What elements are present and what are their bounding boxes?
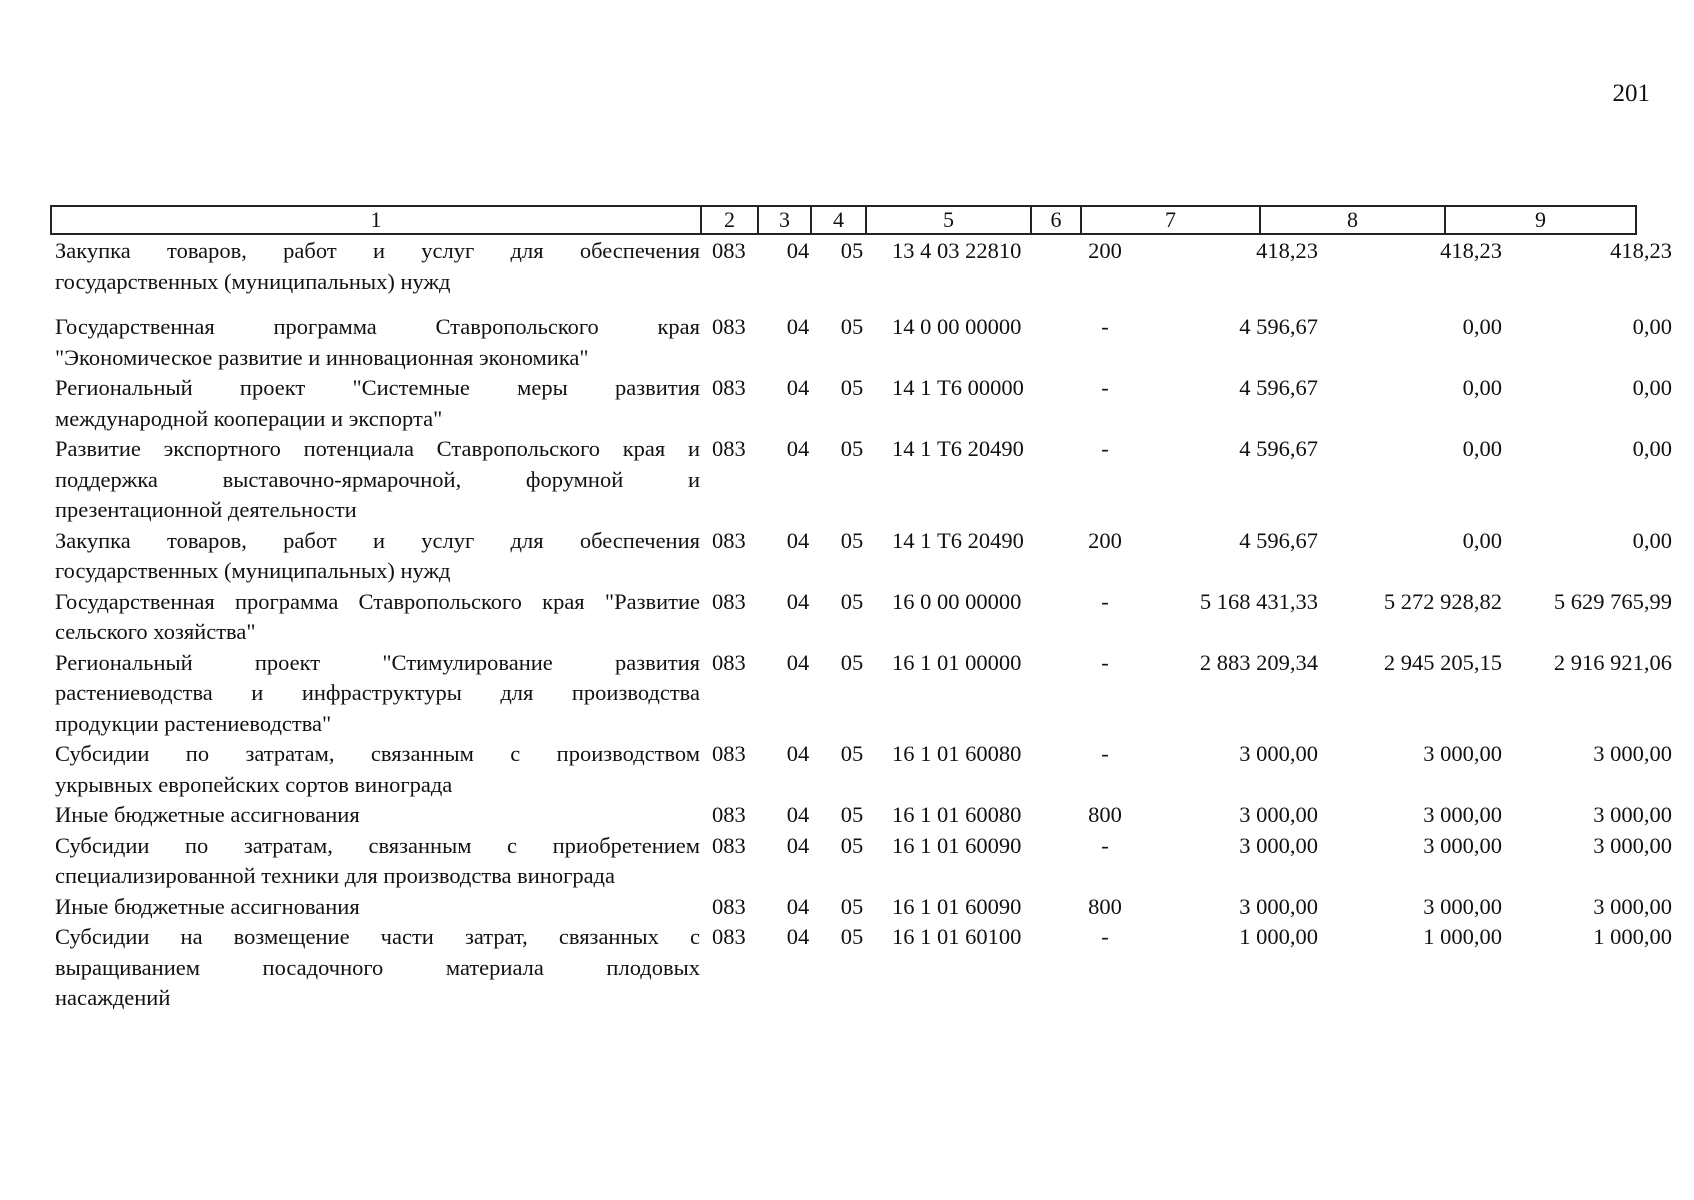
amount-year-2: 3 000,00 [1423, 832, 1502, 858]
description-line: Государственная программа Ставропольского края [55, 314, 700, 339]
target-article-code: 14 1 Т6 20490 [892, 436, 1024, 461]
table-row [50, 434, 1672, 526]
description-line: Закупка товаров, работ и услуг для обеспечения [55, 527, 700, 553]
ministry-code: 083 [712, 588, 746, 614]
target-article-code: 14 1 Т6 20490 [892, 527, 1024, 553]
expense-type-code: - [1101, 436, 1109, 461]
subsection-code: 05 [840, 741, 864, 766]
description-line: Субсидии на возмещение части затрат, связанных с [55, 924, 700, 949]
header-col-8: 8 [1260, 206, 1445, 234]
subsection-code: 05 [840, 924, 864, 949]
column-number-header [50, 205, 1637, 235]
target-article-code: 16 1 01 60090 [892, 832, 1022, 858]
amount-year-1: 5 168 431,33 [1199, 588, 1318, 614]
expense-type-code: 800 [1088, 802, 1122, 827]
budget-table-body [50, 236, 1672, 1014]
amount-year-3: 0,00 [1632, 436, 1672, 461]
amount-year-2: 0,00 [1462, 375, 1502, 400]
description-line: укрывных европейских сортов винограда [55, 771, 453, 797]
table-row [50, 892, 1672, 923]
row-description [50, 800, 700, 831]
amount-year-1: 3 000,00 [1239, 802, 1318, 827]
amount-year-1: 4 596,67 [1239, 375, 1318, 400]
section-code: 04 [786, 436, 810, 461]
amount-year-2: 0,00 [1462, 527, 1502, 553]
ministry-code: 083 [712, 314, 746, 339]
expense-type-code: 200 [1088, 527, 1122, 553]
target-article-code: 14 1 Т6 00000 [892, 375, 1024, 400]
expense-type-code: - [1101, 832, 1109, 858]
amount-year-2: 418,23 [1440, 238, 1502, 263]
description-line: Развитие экспортного потенциала Ставропольского края и [55, 436, 700, 461]
amount-year-1: 4 596,67 [1239, 527, 1318, 553]
ministry-code: 083 [712, 375, 746, 400]
description-line: насаждений [55, 985, 171, 1010]
header-col-3: 3 [758, 206, 811, 234]
description-line: Региональный проект "Системные меры развития [55, 375, 700, 400]
section-code: 04 [786, 238, 810, 263]
table-row [50, 922, 1672, 1014]
expense-type-code: 800 [1088, 893, 1122, 919]
row-description [50, 236, 700, 297]
row-description [50, 434, 700, 526]
target-article-code: 16 0 00 00000 [892, 588, 1022, 614]
amount-year-2: 5 272 928,82 [1383, 588, 1502, 614]
description-line: растениеводства и инфраструктуры для производства [55, 680, 700, 705]
target-article-code: 16 1 01 60100 [892, 924, 1022, 949]
description-line: презентационной деятельности [55, 497, 357, 522]
row-description [50, 831, 700, 892]
amount-year-1: 3 000,00 [1239, 893, 1318, 919]
amount-year-2: 0,00 [1462, 314, 1502, 339]
target-article-code: 16 1 01 60080 [892, 802, 1022, 827]
table-row [50, 831, 1672, 892]
header-col-4: 4 [811, 206, 866, 234]
section-code: 04 [786, 741, 810, 766]
amount-year-3: 3 000,00 [1593, 893, 1672, 919]
table-row [50, 648, 1672, 740]
section-code: 04 [786, 527, 810, 553]
expense-type-code: - [1101, 649, 1109, 675]
amount-year-3: 0,00 [1632, 314, 1672, 339]
description-line: Иные бюджетные ассигнования [55, 893, 360, 919]
description-line: Субсидии по затратам, связанным с производством [55, 741, 700, 766]
header-col-9: 9 [1445, 206, 1636, 234]
expense-type-code: - [1101, 924, 1109, 949]
description-line: государственных (муниципальных) нужд [55, 268, 451, 294]
description-line: сельского хозяйства" [55, 619, 256, 644]
expense-type-code: - [1101, 375, 1109, 400]
ministry-code: 083 [712, 832, 746, 858]
target-article-code: 13 4 03 22810 [892, 238, 1022, 263]
subsection-code: 05 [840, 436, 864, 461]
description-line: Государственная программа Ставропольского края "Развитие [55, 588, 700, 614]
description-line: Иные бюджетные ассигнования [55, 802, 360, 827]
description-line: "Экономическое развитие и инновационная экономика" [55, 344, 589, 370]
ministry-code: 083 [712, 649, 746, 675]
section-code: 04 [786, 649, 810, 675]
subsection-code: 05 [840, 832, 864, 858]
page-number: 201 [1612, 80, 1650, 107]
ministry-code: 083 [712, 741, 746, 766]
subsection-code: 05 [840, 893, 864, 919]
description-line: выращиванием посадочного материала плодовых [55, 954, 700, 980]
amount-year-3: 418,23 [1610, 238, 1672, 263]
amount-year-3: 3 000,00 [1593, 832, 1672, 858]
subsection-code: 05 [840, 375, 864, 400]
subsection-code: 05 [840, 802, 864, 827]
subsection-code: 05 [840, 649, 864, 675]
amount-year-3: 3 000,00 [1593, 741, 1672, 766]
table-row [50, 373, 1672, 434]
target-article-code: 16 1 01 60080 [892, 741, 1022, 766]
row-description [50, 648, 700, 740]
header-col-5: 5 [866, 206, 1031, 234]
table-row [50, 312, 1672, 373]
ministry-code: 083 [712, 527, 746, 553]
description-line: государственных (муниципальных) нужд [55, 558, 451, 583]
row-description [50, 892, 700, 923]
header-col-7: 7 [1081, 206, 1260, 234]
ministry-code: 083 [712, 893, 746, 919]
expense-type-code: - [1101, 588, 1109, 614]
section-code: 04 [786, 924, 810, 949]
row-description [50, 587, 700, 648]
amount-year-2: 2 945 205,15 [1383, 649, 1502, 675]
amount-year-2: 3 000,00 [1423, 893, 1502, 919]
expense-type-code: - [1101, 314, 1109, 339]
subsection-code: 05 [840, 527, 864, 553]
amount-year-1: 418,23 [1256, 238, 1318, 263]
ministry-code: 083 [712, 924, 746, 949]
expense-type-code: - [1101, 741, 1109, 766]
subsection-code: 05 [840, 588, 864, 614]
amount-year-3: 3 000,00 [1593, 802, 1672, 827]
description-line: поддержка выставочно-ярмарочной, форумной и [55, 466, 700, 492]
description-line: Субсидии по затратам, связанным с приобретением [55, 832, 700, 858]
amount-year-3: 5 629 765,99 [1553, 588, 1672, 614]
table-row [50, 800, 1672, 831]
table-row [50, 739, 1672, 800]
section-code: 04 [786, 802, 810, 827]
ministry-code: 083 [712, 802, 746, 827]
row-description [50, 739, 700, 800]
amount-year-1: 4 596,67 [1239, 436, 1318, 461]
amount-year-3: 0,00 [1632, 527, 1672, 553]
subsection-code: 05 [840, 238, 864, 263]
table-row [50, 526, 1672, 587]
amount-year-1: 3 000,00 [1239, 832, 1318, 858]
ministry-code: 083 [712, 238, 746, 263]
row-description [50, 373, 700, 434]
row-description [50, 922, 700, 1014]
amount-year-1: 1 000,00 [1239, 924, 1318, 949]
expense-type-code: 200 [1088, 238, 1122, 263]
amount-year-3: 1 000,00 [1593, 924, 1672, 949]
target-article-code: 16 1 01 00000 [892, 649, 1022, 675]
description-line: продукции растениеводства" [55, 710, 332, 736]
section-code: 04 [786, 314, 810, 339]
amount-year-3: 0,00 [1632, 375, 1672, 400]
ministry-code: 083 [712, 436, 746, 461]
amount-year-3: 2 916 921,06 [1553, 649, 1672, 675]
row-description [50, 526, 700, 587]
description-line: специализированной техники для производства винограда [55, 863, 615, 888]
amount-year-2: 1 000,00 [1423, 924, 1502, 949]
header-col-1: 1 [51, 206, 701, 234]
amount-year-2: 3 000,00 [1423, 802, 1502, 827]
header-col-2: 2 [701, 206, 758, 234]
row-description [50, 312, 700, 373]
amount-year-2: 0,00 [1462, 436, 1502, 461]
section-code: 04 [786, 588, 810, 614]
target-article-code: 16 1 01 60090 [892, 893, 1022, 919]
amount-year-2: 3 000,00 [1423, 741, 1502, 766]
header-col-6: 6 [1031, 206, 1081, 234]
section-code: 04 [786, 375, 810, 400]
description-line: Закупка товаров, работ и услуг для обеспечения [55, 238, 700, 263]
section-code: 04 [786, 832, 810, 858]
table-row [50, 587, 1672, 648]
amount-year-1: 3 000,00 [1239, 741, 1318, 766]
description-line: международной кооперации и экспорта" [55, 405, 443, 431]
subsection-code: 05 [840, 314, 864, 339]
section-code: 04 [786, 893, 810, 919]
target-article-code: 14 0 00 00000 [892, 314, 1022, 339]
table-row [50, 236, 1672, 297]
amount-year-1: 4 596,67 [1239, 314, 1318, 339]
amount-year-1: 2 883 209,34 [1199, 649, 1318, 675]
description-line: Региональный проект "Стимулирование развития [55, 649, 700, 675]
